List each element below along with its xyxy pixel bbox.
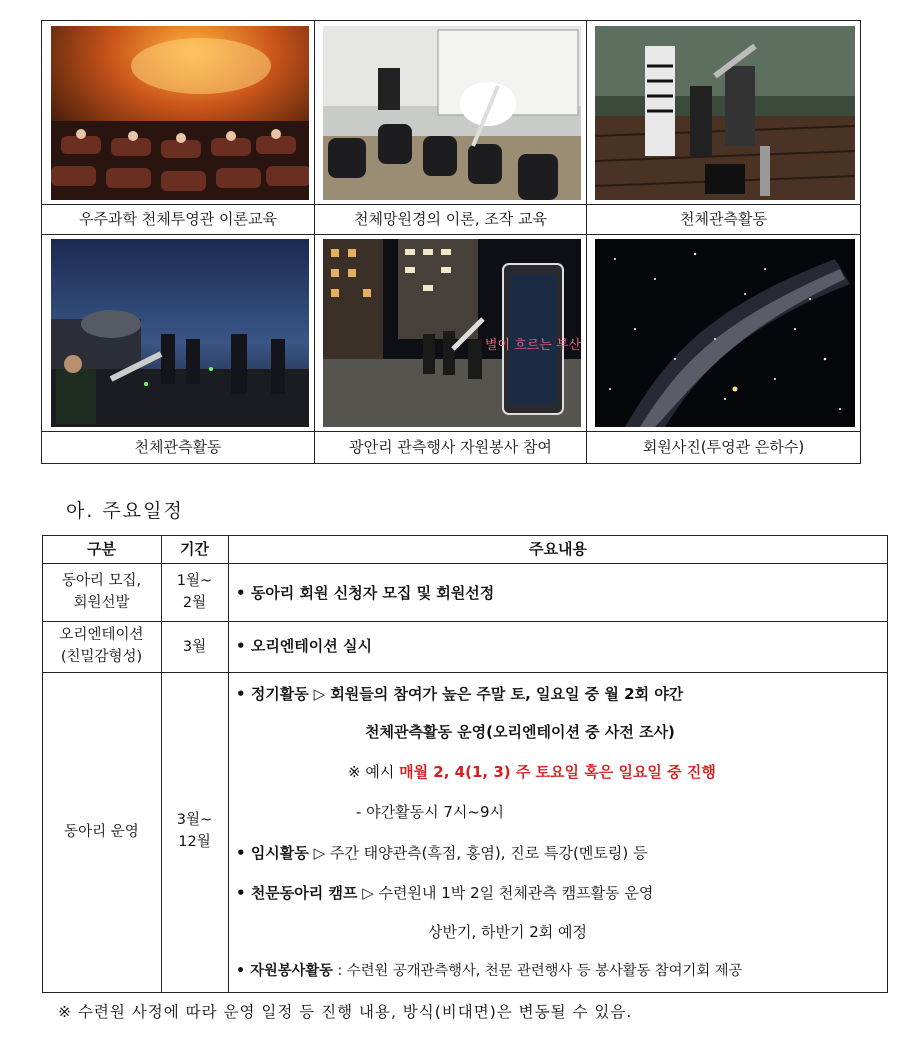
regular-activity-line2: 천체관측활동 운영(오리엔테이션 중 사전 조사)	[365, 723, 675, 741]
row1-period: 1월~ 2월	[176, 573, 213, 611]
photo-caption-4: 천체관측활동	[134, 438, 222, 456]
header-content: 주요내용	[529, 540, 587, 558]
row3-period: 3월~ 12월	[176, 812, 213, 850]
photo-caption-2: 천체망원경의 이론, 조작 교육	[354, 210, 547, 228]
row2-category: 오리엔테이션 (친밀감형성)	[59, 627, 144, 665]
row2-period: 3월	[182, 639, 207, 655]
photo-caption-6: 회원사진(투영관 은하수)	[642, 438, 805, 456]
header-category: 구분	[87, 540, 116, 558]
photo-caption-5: 광안리 관측행사 자원봉사 참여	[349, 438, 552, 456]
night-time-line: - 야간활동시 7시~9시	[356, 803, 505, 821]
row1-content: • 동아리 회원 신청자 모집 및 회원선정	[236, 584, 495, 602]
row1-category: 동아리 모집, 회원선발	[61, 573, 142, 611]
poster-text: 별이 흐르는 부산	[484, 338, 581, 353]
footnote: ※ 수련원 사정에 따라 운영 일정 등 진행 내용, 방식(비대면)은 변동될 수 있음.	[58, 1003, 633, 1021]
volunteer-activity: • 자원봉사활동 : 수련원 공개관측행사, 천문 관련행사 등 봉사활동 참여기회 제공	[236, 963, 743, 979]
photo-night-observation	[51, 239, 309, 427]
example-line: ※ 예시 매월 2, 4(1, 3) 주 토요일 혹은 일요일 중 진행	[348, 763, 716, 781]
photo-caption-3: 천체관측활동	[680, 210, 767, 228]
photo-caption-1: 우주과학 천체투영관 이론교육	[79, 210, 277, 228]
photo-planetarium-lecture	[51, 26, 309, 200]
header-period: 기간	[180, 540, 209, 558]
photo-observation-deck	[595, 26, 855, 200]
photo-gwangalli-event	[323, 239, 581, 427]
row3-category: 동아리 운영	[64, 824, 139, 840]
section-title: 아. 주요일정	[66, 500, 184, 522]
temp-activity: • 임시활동 ▷ 주간 태양관측(흑점, 홍염), 진로 특강(멘토링) 등	[236, 844, 648, 862]
schedule-table	[42, 535, 888, 993]
camp-activity-line2: 상반기, 하반기 2회 예정	[428, 923, 588, 941]
photo-grid	[41, 20, 861, 464]
photo-telescope-class	[323, 26, 581, 200]
camp-activity: • 천문동아리 캠프 ▷ 수련원내 1박 2일 천체관측 캠프활동 운영	[236, 884, 654, 902]
regular-activity: • 정기활동 ▷ 회원들의 참여가 높은 주말 토, 일요일 중 월 2회 야간	[236, 685, 684, 703]
row2-content: • 오리엔테이션 실시	[236, 637, 372, 655]
photo-milky-way	[595, 239, 855, 427]
